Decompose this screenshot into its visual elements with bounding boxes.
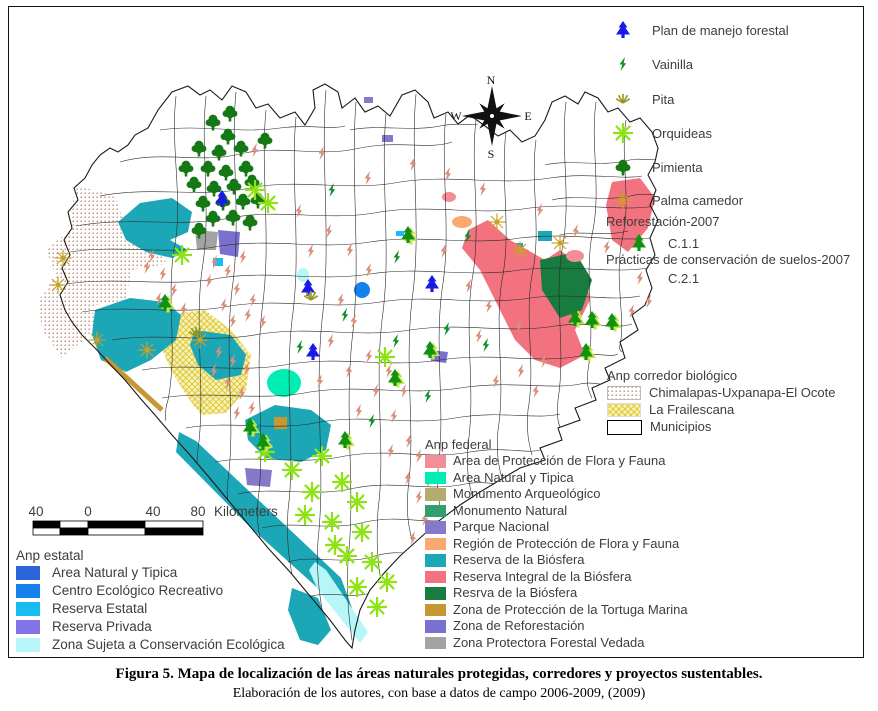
agave-icon <box>612 88 634 110</box>
color-swatch <box>425 538 446 551</box>
legend-label: Palma camedor <box>652 192 744 208</box>
legend-item-pimienta <box>612 156 703 178</box>
color-swatch <box>425 505 446 518</box>
legend-label: Región de Protección de Flora y Fauna <box>453 535 680 551</box>
compass-rose <box>450 73 531 161</box>
legend-label: Resrva de la Biósfera <box>453 585 578 601</box>
legend-label: Area Natural y Tipica <box>52 565 178 580</box>
scale-label: 40 <box>145 504 161 519</box>
color-swatch <box>425 604 446 617</box>
legend-label: Chimalapas-Uxpanapa-El Ocote <box>649 385 836 400</box>
reforestacion-heading: Reforestación-2007 <box>606 214 720 229</box>
color-swatch <box>425 554 446 567</box>
legend-label: Reserva Estatal <box>52 601 148 616</box>
scale-label: 40 <box>28 504 44 519</box>
region-centro-ecologico <box>354 282 370 298</box>
legend-label: Zona de Protección de la Tortuga Marina <box>453 601 688 617</box>
legend-label: Zona Protectora Forestal Vedada <box>453 634 645 650</box>
legend-label: Monumento Arqueológico <box>453 486 601 502</box>
corredor-legend <box>607 368 835 437</box>
region-area-natural-tipica-federal <box>267 369 301 397</box>
color-swatch <box>425 521 446 534</box>
compass-w: W <box>450 109 462 123</box>
figure-caption <box>0 664 878 703</box>
legend-label: Monumento Natural <box>453 502 568 518</box>
legend-item <box>425 469 688 485</box>
caption-subtitle: Elaboración de los autores, con base a datos de campo 2006-2009, (2009) <box>232 686 646 701</box>
color-swatch <box>425 571 446 584</box>
legend-label: Zona Sujeta a Conservación Ecológica <box>52 637 285 652</box>
legend-label: Reserva Privada <box>52 619 152 634</box>
lightning-icon <box>630 268 650 288</box>
legend-item <box>16 566 285 580</box>
estatal-legend <box>16 548 285 656</box>
legend-item-chimalapas <box>607 386 835 400</box>
scale-label: 0 <box>84 504 92 519</box>
legend-item <box>425 568 688 584</box>
compass-e: E <box>524 109 532 123</box>
round-tree-icon <box>612 156 634 178</box>
legend-label: Pimienta <box>652 159 703 175</box>
color-swatch <box>16 638 40 652</box>
sun-star-icon <box>612 189 634 211</box>
legend-item <box>16 620 285 634</box>
legend-item <box>425 601 688 617</box>
legend-label: Area de Protección de Flora y Fauna <box>453 453 666 469</box>
legend-item-pita <box>612 88 674 110</box>
hatch-swatch <box>607 403 641 417</box>
legend-item-vainilla <box>612 53 693 75</box>
legend-title: Anp corredor biológico <box>607 368 738 383</box>
color-swatch <box>425 637 446 650</box>
legend-label: Centro Ecológico Recreativo <box>52 583 224 598</box>
legend-item-orquideas <box>612 122 712 144</box>
color-swatch <box>16 620 40 634</box>
scale-bar <box>33 521 203 535</box>
legend-label: Pita <box>652 91 675 107</box>
color-swatch <box>425 472 446 485</box>
legend-item-municipios <box>607 420 835 434</box>
legend-label: C.2.1 <box>668 270 700 286</box>
caption-title: Figura 5. Mapa de localización de las áreas naturales protegidas, corredores y proyectos sustentables. <box>115 666 763 682</box>
legend-item-c21 <box>630 268 699 288</box>
compass-s: S <box>487 147 495 161</box>
legend-label: Parque Nacional <box>453 519 550 535</box>
legend-item <box>425 535 688 551</box>
federal-legend <box>425 437 688 653</box>
legend-label: Vainilla <box>652 56 693 72</box>
legend-item-palma-camedor <box>612 189 743 211</box>
legend-item <box>425 502 688 518</box>
legend-label: Zona de Reforestación <box>453 618 585 634</box>
color-swatch <box>16 566 40 580</box>
color-swatch <box>425 587 446 600</box>
legend-label: C.1.1 <box>668 235 700 251</box>
conifer-tree-icon <box>628 232 650 254</box>
lightning-icon <box>612 53 634 75</box>
legend-item-c11 <box>628 232 699 254</box>
legend-item <box>425 587 688 600</box>
scale-unit-label: Kilometers <box>214 504 278 519</box>
legend-item-frailescana <box>607 403 835 417</box>
legend-item <box>425 488 688 501</box>
legend-item <box>16 584 285 598</box>
dotted-swatch <box>607 386 641 400</box>
scale-label: 80 <box>190 504 206 519</box>
legend-title: Anp federal <box>425 437 492 452</box>
legend-label: Reserva de la Biósfera <box>453 552 585 568</box>
compass-n: N <box>486 73 496 87</box>
legend-item-plan-manejo <box>612 19 789 41</box>
legend-item <box>425 620 688 633</box>
starburst-icon <box>612 122 634 144</box>
legend-item <box>16 602 285 616</box>
color-swatch <box>425 488 446 501</box>
legend-item <box>16 638 285 652</box>
region-region-proteccion-ff <box>452 216 472 228</box>
legend-title: Anp estatal <box>16 548 84 563</box>
legend-label: Plan de manejo forestal <box>652 22 789 38</box>
color-swatch <box>16 602 40 616</box>
legend-label: Reserva Integral de la Biósfera <box>453 568 632 584</box>
legend-item <box>425 455 688 468</box>
conifer-tree-icon <box>612 19 634 41</box>
legend-label: Area Natural y Tipica <box>453 469 574 485</box>
legend-label: Municipios <box>650 419 712 434</box>
scale-bar-labels <box>28 504 278 519</box>
color-swatch <box>16 584 40 598</box>
legend-item <box>425 634 688 650</box>
legend-label: La Frailescana <box>649 402 735 417</box>
legend-item <box>425 554 688 567</box>
color-swatch <box>425 455 446 468</box>
legend-label: Orquideas <box>652 125 712 141</box>
legend-item <box>425 521 688 534</box>
outline-swatch <box>607 420 642 435</box>
color-swatch <box>425 620 446 633</box>
practicas-heading: Prácticas de conservación de suelos-2007 <box>606 252 851 267</box>
